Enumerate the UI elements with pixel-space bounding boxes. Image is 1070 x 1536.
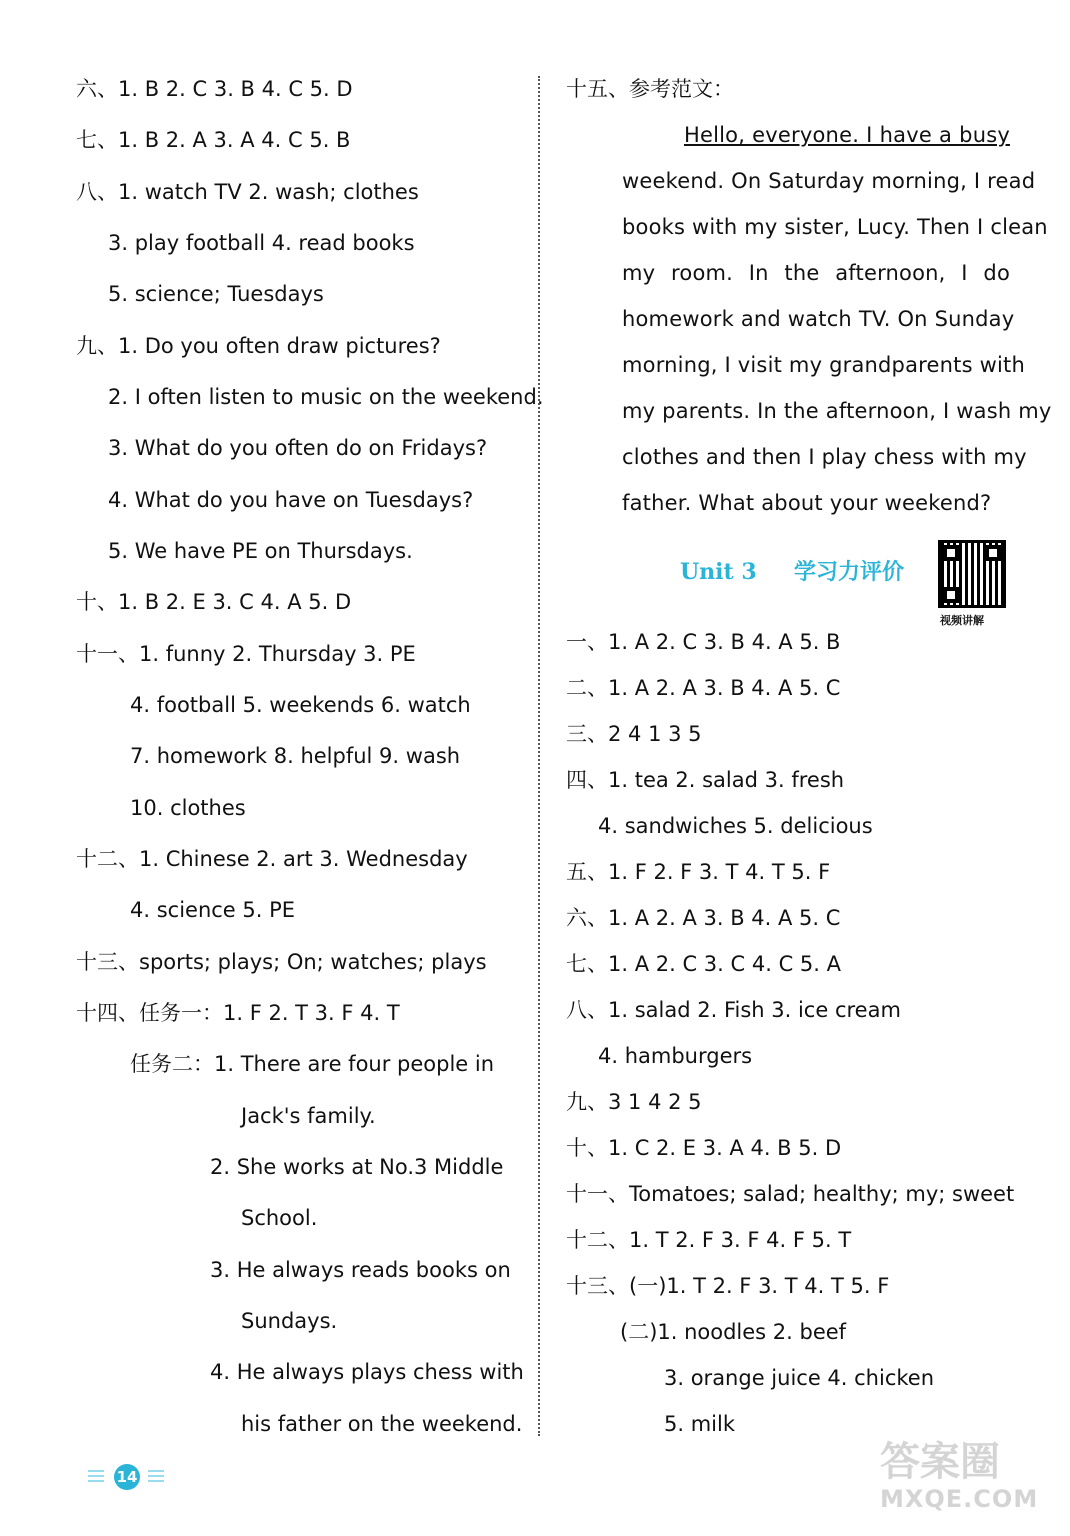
- answer-line: 3. play football 4. read books: [108, 231, 415, 255]
- qr-label: 视频讲解: [940, 614, 984, 627]
- essay-line: my room. In the afternoon, I do: [622, 261, 1010, 285]
- decoration-lines-icon: [148, 1470, 164, 1484]
- answer-line: 五、1. F 2. F 3. T 4. T 5. F: [566, 860, 831, 884]
- answer-line: his father on the weekend.: [241, 1412, 523, 1436]
- answer-line: 六、1. A 2. A 3. B 4. A 5. C: [566, 906, 841, 930]
- answer-line: 5. science; Tuesdays: [108, 282, 324, 306]
- answer-line: 八、1. watch TV 2. wash; clothes: [76, 180, 419, 204]
- answer-line: 4. hamburgers: [598, 1044, 753, 1068]
- essay-line: father. What about your weekend?: [622, 491, 992, 515]
- answer-line: 十二、1. Chinese 2. art 3. Wednesday: [76, 847, 468, 871]
- answer-line: 十二、1. T 2. F 3. F 4. F 5. T: [566, 1228, 852, 1252]
- page-number: 14: [114, 1464, 140, 1490]
- answer-line: 十三、sports; plays; On; watches; plays: [76, 950, 487, 974]
- answer-line: 三、2 4 1 3 5: [566, 722, 702, 746]
- answer-line: (二)1. noodles 2. beef: [620, 1320, 847, 1344]
- answer-line: Jack's family.: [241, 1104, 376, 1128]
- unit-title: Unit 3: [680, 559, 757, 585]
- essay-line: homework and watch TV. On Sunday: [622, 307, 1015, 331]
- essay-line: books with my sister, Lucy. Then I clean: [622, 215, 1048, 239]
- watermark: [880, 1440, 1060, 1530]
- answer-line: 4. science 5. PE: [130, 898, 296, 922]
- answer-line: 四、1. tea 2. salad 3. fresh: [566, 768, 845, 792]
- answer-line: 5. milk: [664, 1412, 735, 1436]
- answer-line: 5. We have PE on Thursdays.: [108, 539, 413, 563]
- answer-line: 十三、(一)1. T 2. F 3. T 4. T 5. F: [566, 1274, 890, 1298]
- answer-line: 4. sandwiches 5. delicious: [598, 814, 873, 838]
- answer-line: 九、1. Do you often draw pictures?: [76, 334, 441, 358]
- answer-line: 4. He always plays chess with: [210, 1360, 524, 1384]
- answer-line: School.: [241, 1206, 318, 1230]
- essay-header: 十五、参考范文：: [566, 77, 734, 101]
- answer-line: 十一、Tomatoes; salad; healthy; my; sweet: [566, 1182, 1015, 1206]
- answer-line: 六、1. B 2. C 3. B 4. C 5. D: [76, 77, 353, 101]
- answer-line: 2. I often listen to music on the weekend.: [108, 385, 544, 409]
- answer-line: 七、1. B 2. A 3. A 4. C 5. B: [76, 128, 351, 152]
- answer-line: 十一、1. funny 2. Thursday 3. PE: [76, 642, 416, 666]
- decoration-lines-icon: [88, 1470, 104, 1484]
- answer-line: 二、1. A 2. A 3. B 4. A 5. C: [566, 676, 841, 700]
- answer-line: 八、1. salad 2. Fish 3. ice cream: [566, 998, 901, 1022]
- answer-line: 3. He always reads books on: [210, 1258, 511, 1282]
- essay-line: my parents. In the afternoon, I wash my: [622, 399, 1052, 423]
- answer-line: 任务二：1. There are four people in: [130, 1052, 495, 1076]
- column-divider: [538, 76, 540, 1436]
- unit-heading: [680, 557, 904, 587]
- watermark-text: 答案圈: [880, 1439, 1000, 1485]
- answer-line: Sundays.: [241, 1309, 338, 1333]
- watermark-url: MXQE.COM: [880, 1485, 1039, 1513]
- answer-line: 2. She works at No.3 Middle: [210, 1155, 504, 1179]
- answer-line: 十四、任务一：1. F 2. T 3. F 4. T: [76, 1001, 400, 1025]
- answer-line: 七、1. A 2. C 3. C 4. C 5. A: [566, 952, 841, 976]
- answer-line: 4. football 5. weekends 6. watch: [130, 693, 471, 717]
- essay-line: weekend. On Saturday morning, I read: [622, 169, 1036, 193]
- answer-line: 十、1. C 2. E 3. A 4. B 5. D: [566, 1136, 842, 1160]
- essay-line: clothes and then I play chess with my: [622, 445, 1027, 469]
- answer-line: 3. orange juice 4. chicken: [664, 1366, 935, 1390]
- answer-line: 7. homework 8. helpful 9. wash: [130, 744, 461, 768]
- essay-line: Hello, everyone. I have a busy: [684, 123, 1010, 147]
- answer-line: 十、1. B 2. E 3. C 4. A 5. D: [76, 590, 352, 614]
- answer-line: 九、3 1 4 2 5: [566, 1090, 702, 1114]
- unit-subtitle: 学习力评价: [794, 559, 905, 585]
- answer-line: 一、1. A 2. C 3. B 4. A 5. B: [566, 630, 841, 654]
- answer-line: 4. What do you have on Tuesdays?: [108, 488, 474, 512]
- answer-line: 3. What do you often do on Fridays?: [108, 436, 488, 460]
- qr-code-icon[interactable]: [938, 540, 1006, 608]
- essay-line: morning, I visit my grandparents with: [622, 353, 1025, 377]
- answer-line: 10. clothes: [130, 796, 246, 820]
